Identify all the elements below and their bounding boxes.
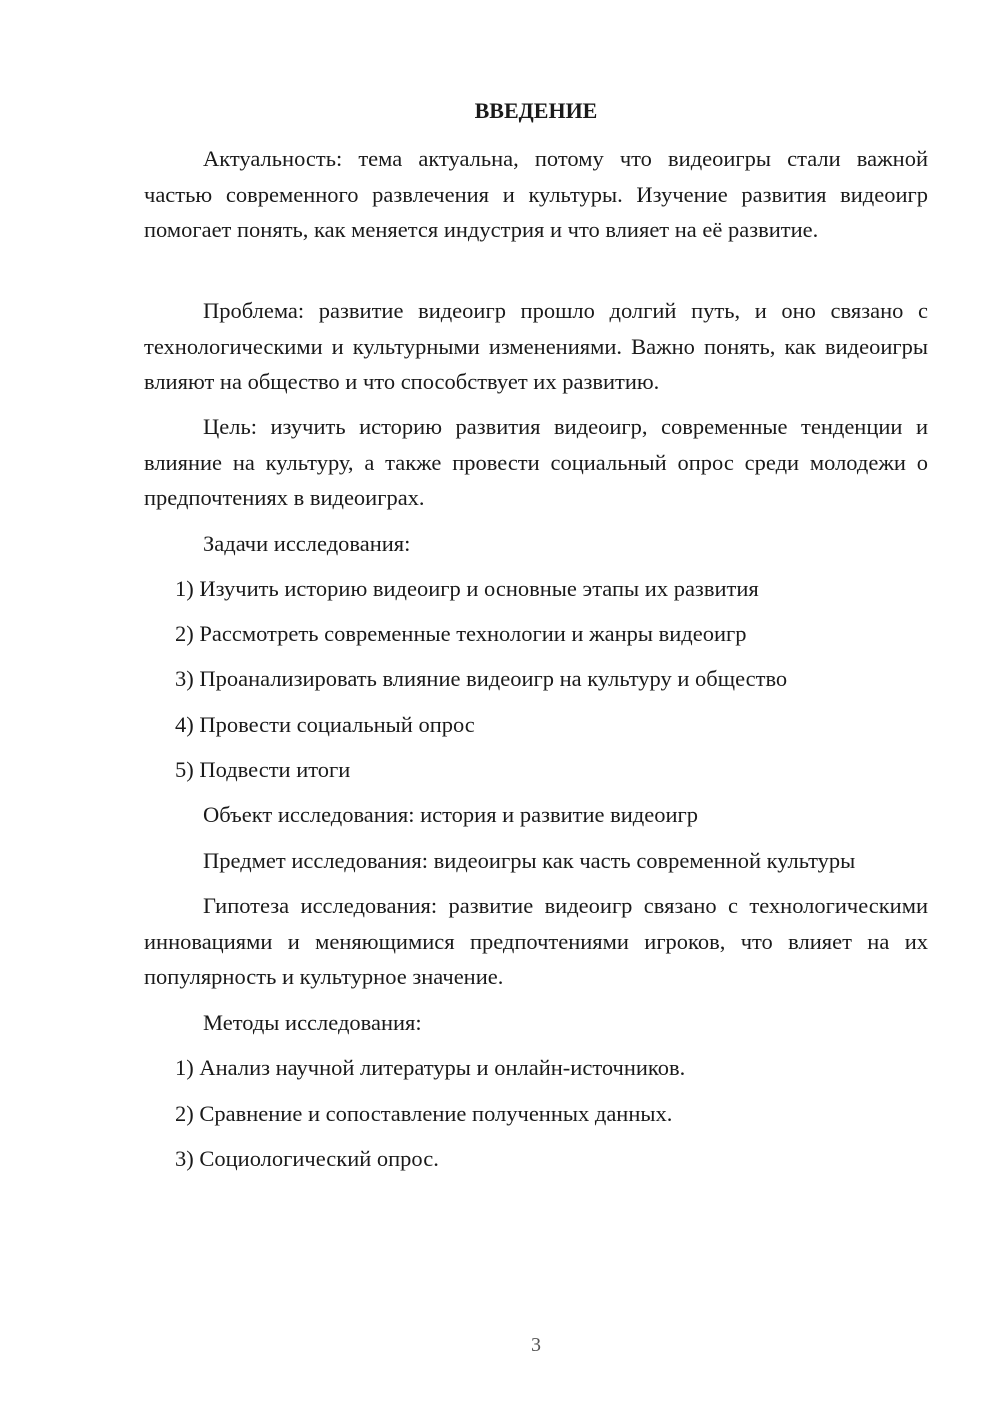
methods-heading: Методы исследования: xyxy=(203,1010,422,1035)
research-object: Объект исследования: история и развитие видеоигр xyxy=(203,802,698,827)
task-item: 1) Изучить историю видеоигр и основные этапы их развития xyxy=(175,576,759,601)
problem-paragraph: Проблема: развитие видеоигр прошло долгий путь, и оно связано с технологическими и культурными изменениями. Важно понять, как видеоигры влияют на общество и что способствует их развитию. xyxy=(144,298,928,394)
hypothesis-paragraph: Гипотеза исследования: развитие видеоигр связано с технологическими инновациями и меняющимися предпочтениями игроков, что влияет на их популярность и культурное значение. xyxy=(144,893,928,989)
method-item: 3) Социологический опрос. xyxy=(175,1146,439,1171)
task-item: 4) Провести социальный опрос xyxy=(175,712,475,737)
page-number: 3 xyxy=(531,1334,541,1356)
tasks-heading: Задачи исследования: xyxy=(203,531,411,556)
relevance-paragraph: Актуальность: тема актуальна, потому что видеоигры стали важной частью современного развлечения и культуры. Изучение развития видеоигр помогает понять, как меняется индустрия и что влияет на её развитие. xyxy=(144,146,928,242)
goal-paragraph: Цель: изучить историю развития видеоигр, современные тенденции и влияние на культуру, а также провести социальный опрос среди молодежи о предпочтениях в видеоиграх. xyxy=(144,414,928,510)
task-item: 2) Рассмотреть современные технологии и жанры видеоигр xyxy=(175,621,747,646)
task-item: 3) Проанализировать влияние видеоигр на культуру и общество xyxy=(175,666,788,691)
method-item: 1) Анализ научной литературы и онлайн-источников. xyxy=(175,1055,686,1080)
method-item: 2) Сравнение и сопоставление полученных данных. xyxy=(175,1101,673,1126)
research-subject: Предмет исследования: видеоигры как часть современной культуры xyxy=(203,848,856,873)
section-heading: ВВЕДЕНИЕ xyxy=(474,98,598,123)
task-item: 5) Подвести итоги xyxy=(175,757,351,782)
